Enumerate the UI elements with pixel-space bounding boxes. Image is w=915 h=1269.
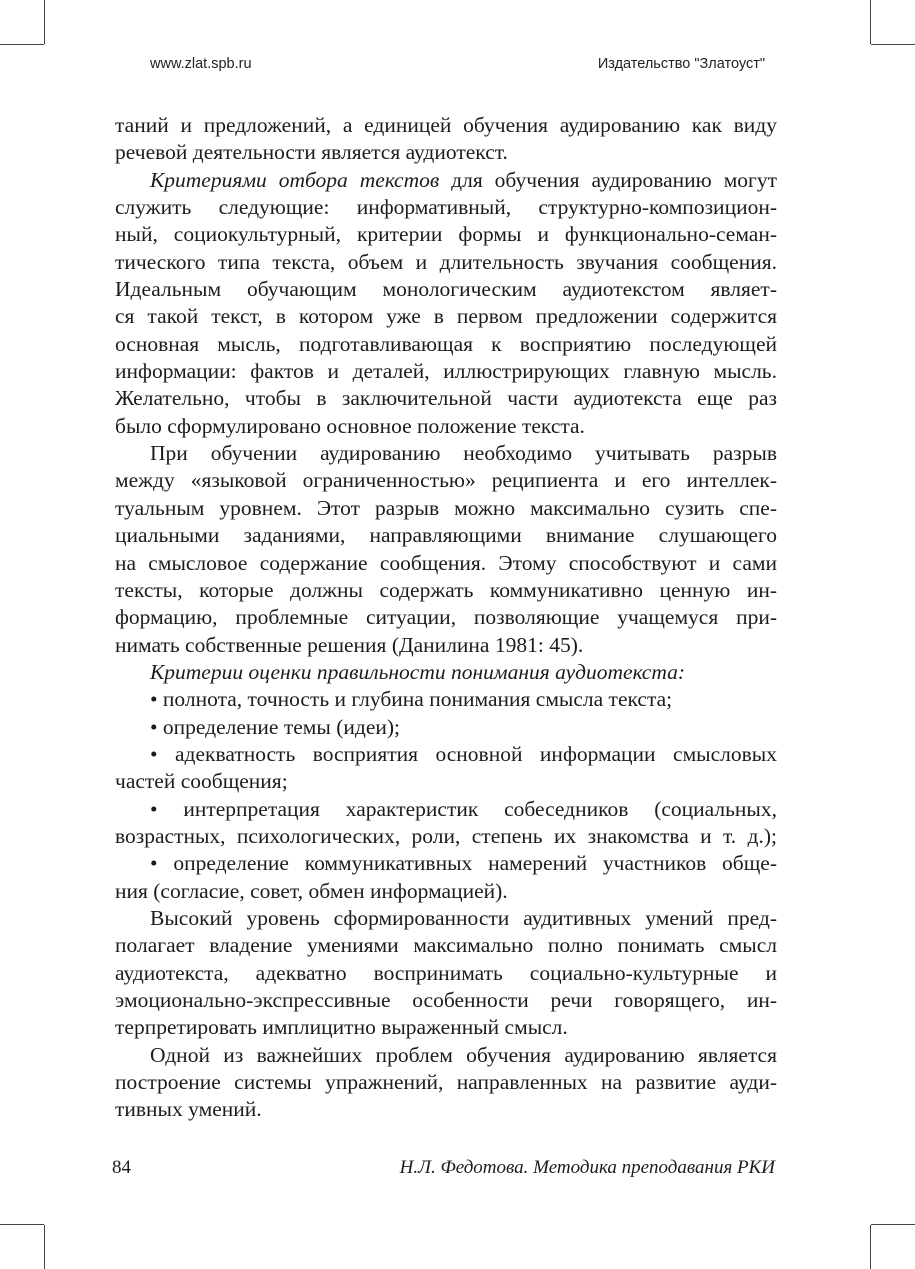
text-line [115, 194, 777, 221]
text-line [115, 714, 777, 741]
line-text: ный, социокультурный, критерии формы и функционально-семан- [115, 222, 777, 247]
page-body-text [115, 112, 777, 1124]
header-website[interactable]: www.zlat.spb.ru [150, 56, 252, 72]
text-line [115, 1096, 777, 1123]
line-text: между «языковой ограниченностью» реципиента и его интеллек- [115, 468, 777, 493]
line-text: служить следующие: информативный, структурно-композицион- [115, 195, 777, 220]
text-line [115, 577, 777, 604]
text-line [115, 1069, 777, 1096]
text-line [115, 467, 777, 494]
line-text: терпретировать имплицитно выраженный смысл. [115, 1015, 568, 1040]
header-publisher: Издательство "Златоуст" [597, 56, 765, 72]
line-text: построение системы упражнений, направленных на развитие ауди- [115, 1070, 777, 1095]
line-text: эмоционально-экспрессивные особенности речи говорящего, ин- [115, 988, 777, 1012]
crop-mark [0, 44, 44, 45]
crop-mark [0, 1224, 44, 1225]
text-line [115, 522, 777, 549]
text-line [115, 1042, 777, 1069]
line-text: для обучения аудированию могут [439, 167, 778, 192]
crop-mark [871, 44, 915, 45]
text-line [115, 331, 777, 358]
text-line [115, 358, 777, 385]
line-text: циальными заданиями, направляющими внимание слушающего [115, 523, 777, 548]
crop-mark [44, 1225, 45, 1269]
line-text: таний и предложений, а единицей обучения аудированию как виду [115, 113, 777, 137]
text-line [115, 167, 777, 194]
text-line [115, 1014, 777, 1041]
crop-mark [44, 0, 45, 44]
line-text: нимать собственные решения (Данилина 1981: 45). [115, 632, 584, 657]
text-line [115, 495, 777, 522]
line-text: Желательно, чтобы в заключительной части аудиотекста еще раз [115, 386, 777, 411]
text-line [115, 932, 777, 959]
line-text: возрастных, психологических, роли, степень их знакомства и т. д.); [115, 823, 777, 848]
line-text: частей сообщения; [115, 769, 288, 794]
line-text: полагает владение умениями максимально полно понимать смысл [115, 933, 777, 958]
text-line [115, 550, 777, 577]
text-line [115, 796, 777, 823]
text-line [115, 659, 777, 686]
line-text: тексты, которые должны содержать коммуникативно ценную ин- [115, 577, 777, 602]
text-line [115, 987, 777, 1014]
text-line [115, 249, 777, 276]
line-text: ся такой текст, в котором уже в первом предложении содержится [115, 304, 777, 329]
text-line [115, 221, 777, 248]
crop-mark [870, 1225, 871, 1269]
running-footer-title: Н.Л. Федотова. Методика преподавания РКИ [399, 1157, 775, 1178]
line-text: Высокий уровень сформированности аудитивных умений пред- [150, 905, 777, 930]
text-line [115, 768, 777, 795]
line-text: было сформулировано основное положение текста. [115, 413, 585, 438]
line-text: на смысловое содержание сообщения. Этому способствуют и сами [115, 550, 777, 575]
line-text: информации: фактов и деталей, иллюстрирующих главную мысль. [115, 359, 777, 384]
line-text: ния (согласие, совет, обмен информацией). [115, 878, 508, 903]
line-text: аудиотекста, адекватно воспринимать социально-культурные и [115, 960, 777, 985]
line-text: • определение коммуникативных намерений участников обще- [150, 851, 777, 876]
text-line [115, 440, 777, 467]
text-line [115, 686, 777, 713]
line-text: формацию, проблемные ситуации, позволяющие учащемуся при- [115, 605, 777, 630]
text-line [115, 960, 777, 987]
line-text: Идеальным обучающим монологическим аудиотекстом являет- [115, 277, 777, 302]
line-text: • адекватность восприятия основной информации смысловых [150, 741, 777, 766]
text-line [115, 276, 777, 303]
text-line [115, 413, 777, 440]
text-line [115, 385, 777, 412]
line-text: • полнота, точность и глубина понимания смысла текста; [150, 687, 673, 712]
line-text: • определение темы (идеи); [150, 714, 401, 739]
text-line [115, 823, 777, 850]
line-text: речевой деятельности является аудиотекст. [115, 140, 508, 165]
text-line [115, 850, 777, 877]
line-text: туальным уровнем. Этот разрыв можно максимально сузить спе- [115, 495, 777, 520]
line-text: основная мысль, подготавливающая к восприятию последующей [115, 331, 777, 356]
line-text: • интерпретация характеристик собеседников (социальных, [150, 796, 777, 821]
text-line [115, 878, 777, 905]
text-line [115, 303, 777, 330]
line-text: Одной из важнейших проблем обучения аудированию является [150, 1042, 777, 1067]
italic-term: Критериями отбора текстов [150, 167, 440, 192]
line-text: тического типа текста, объем и длительность звучания сообщения. [115, 249, 777, 274]
line-text: При обучении аудированию необходимо учитывать разрыв [150, 441, 777, 466]
crop-mark [871, 1224, 915, 1225]
page-number: 84 [112, 1157, 131, 1178]
text-line [115, 632, 777, 659]
text-line [115, 905, 777, 932]
text-line [115, 741, 777, 768]
crop-mark [870, 0, 871, 44]
text-line [115, 112, 777, 139]
text-line [115, 604, 777, 631]
line-text: тивных умений. [115, 1097, 262, 1122]
italic-term: Критерии оценки правильности понимания аудиотекста: [150, 659, 686, 684]
text-line [115, 139, 777, 166]
